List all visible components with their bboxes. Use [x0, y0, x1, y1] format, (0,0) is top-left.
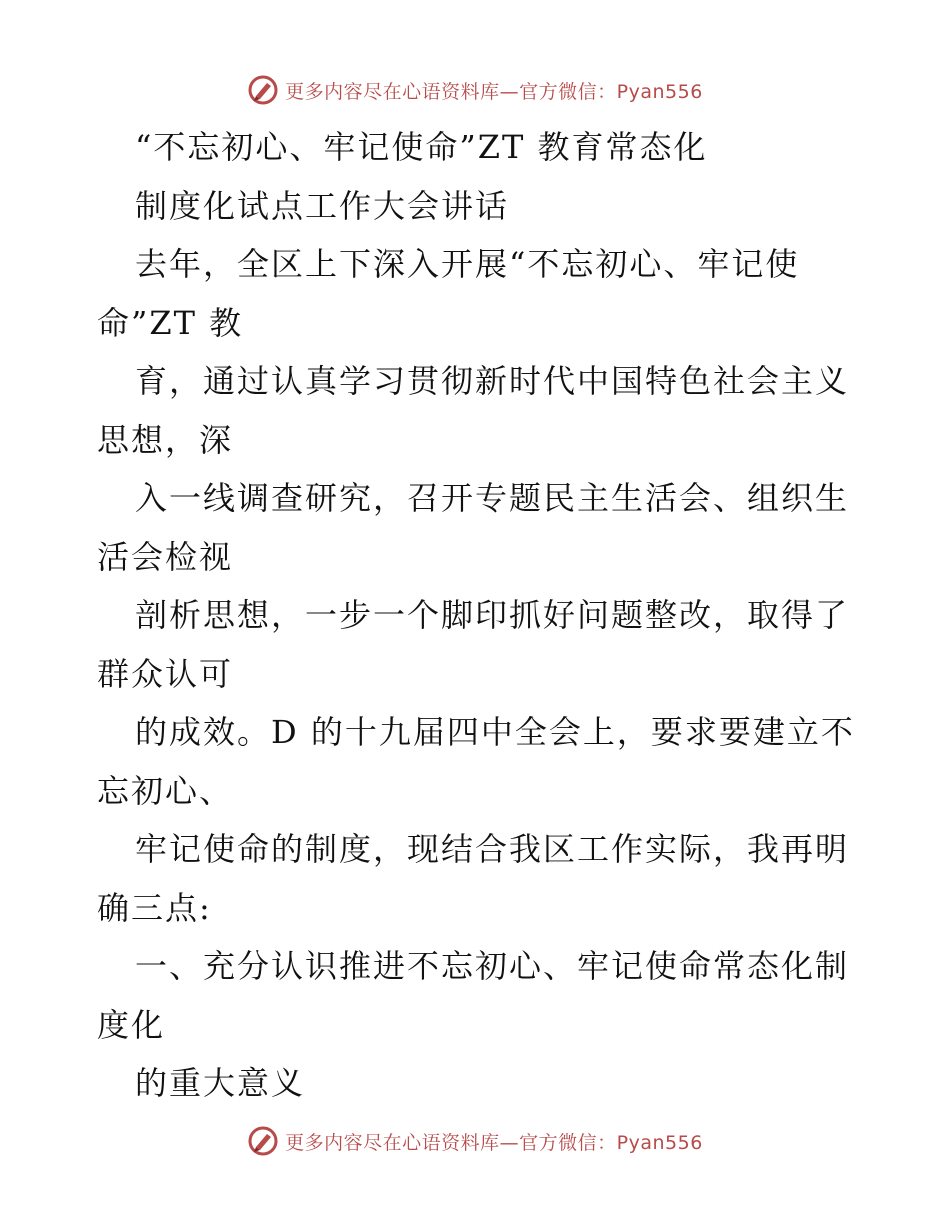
banner-text: 更多内容尽在心语资料库—官方微信：Pyan556: [285, 80, 703, 103]
paragraph-line: 去年，全区上下深入开展“不忘初心、牢记使: [135, 245, 800, 283]
paragraph-line: 忘初心、: [97, 771, 234, 810]
paragraph-line: 思想，深: [97, 420, 234, 459]
document-body: [97, 118, 857, 1113]
title-line-1: “不忘初心、牢记使命”ZT 教育常态化: [135, 128, 708, 166]
title-line-2: 制度化试点工作大会讲话: [135, 186, 510, 225]
paragraph-line: 的成效。D 的十九届四中全会上，要求要建立不: [135, 713, 855, 751]
paragraph-line: 确三点:: [97, 888, 212, 927]
section-heading-line: 的重大意义: [135, 1064, 306, 1102]
paragraph-line: 群众认可: [97, 654, 234, 693]
pen-logo-icon: [247, 1125, 279, 1157]
paragraph-line: 育，通过认真学习贯彻新时代中国特色社会主义: [135, 362, 850, 400]
pen-logo-icon: [247, 74, 279, 106]
header-banner: [0, 70, 950, 110]
banner-text: 更多内容尽在心语资料库—官方微信：Pyan556: [285, 1131, 703, 1154]
section-heading-line: 一、充分认识推进不忘初心、牢记使命常态化制: [135, 947, 850, 985]
paragraph-line: 命”ZT 教: [97, 303, 244, 342]
footer-banner: [0, 1121, 950, 1161]
section-heading-line: 度化: [97, 1005, 166, 1044]
paragraph-line: 入一线调查研究，召开专题民主生活会、组织生: [135, 479, 850, 517]
paragraph-line: 牢记使命的制度，现结合我区工作实际，我再明: [135, 830, 850, 868]
paragraph-line: 剖析思想，一步一个脚印抓好问题整改，取得了: [135, 596, 850, 634]
paragraph-line: 活会检视: [97, 537, 234, 576]
